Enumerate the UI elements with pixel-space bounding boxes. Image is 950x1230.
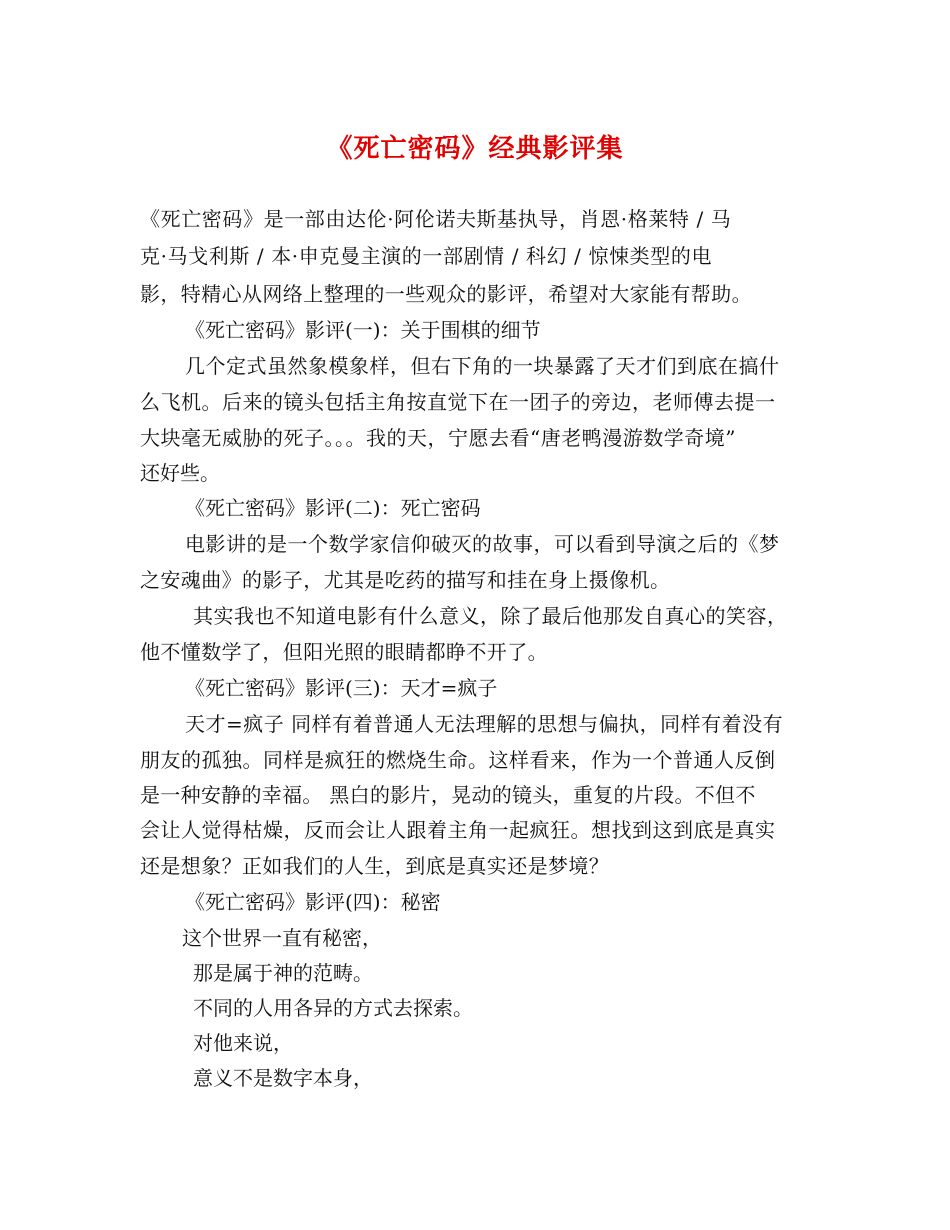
review-3-line-1: 天才=疯子 同样有着普通人无法理解的思想与偏执，同样有着没有 [185, 712, 784, 736]
intro-line-1: 《死亡密码》是一部由达伦·阿伦诺夫斯基执导，肖恩·格莱特 / 马 [140, 207, 732, 231]
review-1-line-2: 么飞机。后来的镜头包括主角按直觉下在一团子的旁边，老师傅去提一 [140, 390, 776, 414]
intro-line-2: 克·马戈利斯 / 本·申克曼主演的一部剧情 / 科幻 / 惊悚类型的电 [140, 244, 713, 268]
review-4-line-4: 对他来说， [193, 1031, 293, 1055]
review-2-line-4: 他不懂数学了，但阳光照的眼睛都睁不开了。 [140, 640, 548, 664]
review-heading-1: 《死亡密码》影评(一)：关于围棋的细节 [185, 318, 541, 342]
review-1-line-4: 还好些。 [140, 461, 220, 485]
review-3-line-5: 还是想象？正如我们的人生，到底是真实还是梦境？ [140, 854, 610, 878]
review-1-line-1: 几个定式虽然象模象样，但右下角的一块暴露了天才们到底在搞什 [185, 354, 780, 378]
document-title: 《死亡密码》经典影评集 [326, 134, 624, 164]
review-2-line-2: 之安魂曲》的影子，尤其是吃药的描写和挂在身上摄像机。 [140, 568, 671, 592]
review-2-line-1: 电影讲的是一个数学家信仰破灭的故事，可以看到导演之后的《梦 [185, 532, 780, 556]
review-heading-3: 《死亡密码》影评(三)：天才=疯子 [185, 676, 498, 700]
review-3-line-3: 是一种安静的幸福。 黑白的影片，晃动的镜头，重复的片段。不但不 [140, 783, 756, 807]
intro-line-3: 影，特精心从网络上整理的一些观众的影评，希望对大家能有帮助。 [140, 282, 752, 306]
review-heading-4: 《死亡密码》影评(四)：秘密 [185, 890, 441, 914]
review-4-line-3: 不同的人用各异的方式去探索。 [193, 996, 473, 1020]
review-3-line-4: 会让人觉得枯燥，反而会让人跟着主角一起疯狂。想找到这到底是真实 [140, 818, 776, 842]
review-2-line-3: 其实我也不知道电影有什么意义，除了最后他那发自真心的笑容， [193, 604, 788, 628]
review-heading-2: 《死亡密码》影评(二)：死亡密码 [185, 496, 481, 520]
review-1-line-3: 大块毫无威胁的死子。。。我的天，宁愿去看“唐老鸭漫游数学奇境” [140, 426, 736, 450]
review-3-line-2: 朋友的孤独。同样是疯狂的燃烧生命。这样看来，作为一个普通人反倒 [140, 748, 776, 772]
review-4-line-2: 那是属于神的范畴。 [193, 961, 373, 985]
review-4-line-1: 这个世界一直有秘密， [182, 926, 382, 950]
review-4-line-5: 意义不是数字本身， [193, 1066, 373, 1090]
